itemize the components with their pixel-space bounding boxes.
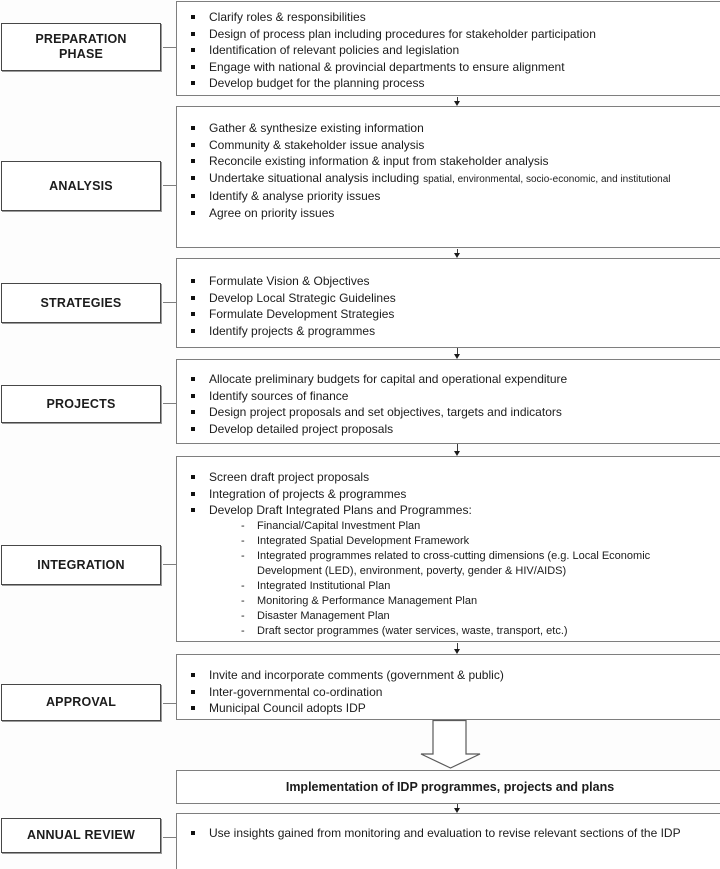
sub-list-item xyxy=(177,624,720,639)
sub-list-item xyxy=(177,609,720,624)
approval-content-box xyxy=(176,654,720,720)
sub-list-item xyxy=(177,594,720,609)
bullet-icon xyxy=(189,188,209,205)
sub-list-item xyxy=(177,519,720,534)
down-arrow-icon xyxy=(453,97,462,106)
bullet-icon xyxy=(189,42,209,59)
bullet-icon xyxy=(189,371,209,388)
list-item-text: Develop budget for the planning process xyxy=(209,76,425,90)
bullet-icon xyxy=(189,120,209,137)
down-arrow-icon xyxy=(453,444,462,456)
phase-box-strategies xyxy=(1,283,161,323)
list-item-text xyxy=(209,170,684,189)
phase-label-annual-review: ANNUAL REVIEW xyxy=(27,828,135,842)
projects-content-box xyxy=(176,359,720,444)
bullet-icon xyxy=(189,323,209,340)
connector-line xyxy=(163,47,176,48)
phase-box-preparation xyxy=(1,23,161,71)
list-item-text: Engage with national & provincial departments to ensure alignment xyxy=(209,59,565,74)
list-item xyxy=(177,273,720,290)
bullet-icon xyxy=(189,9,209,26)
list-item xyxy=(177,502,720,519)
strategies-content-box xyxy=(176,258,720,348)
list-item xyxy=(177,825,720,842)
down-arrow-icon xyxy=(453,249,462,258)
dash-icon xyxy=(239,519,257,534)
analysis-content-box xyxy=(176,106,720,248)
bullet-icon xyxy=(189,502,209,519)
dash-icon xyxy=(239,579,257,594)
list-item-text: Identify & analyse priority issues xyxy=(209,189,381,203)
list-item xyxy=(177,371,720,388)
dash-icon xyxy=(239,624,257,639)
list-item-text: Formulate Development Strategies xyxy=(209,307,395,321)
list-item xyxy=(177,667,720,684)
connector-line xyxy=(163,302,176,303)
phase-label-analysis: ANALYSIS xyxy=(49,178,113,193)
list-item-text: Develop Draft Integrated Plans and Programmes: xyxy=(209,503,472,517)
list-item-text: Design project proposals and set objectives, targets and indicators xyxy=(209,405,562,419)
sub-list-item-text: Integrated programmes related to cross-cutting dimensions (e.g. Local Economic Development (LED), environment, poverty, gender & HIV/AIDS) xyxy=(257,549,651,577)
list-item-text: Gather & synthesize existing information xyxy=(209,121,424,135)
implementation-box xyxy=(176,770,720,804)
list-item xyxy=(177,404,720,421)
sub-list-item-text: Draft sector programmes (water services, waste, transport, etc.) xyxy=(257,624,568,637)
dash-icon xyxy=(239,549,257,579)
list-item xyxy=(177,684,720,701)
phase-box-integration xyxy=(1,545,161,585)
connector-line xyxy=(163,564,176,565)
sub-list-item xyxy=(177,534,720,549)
bullet-icon xyxy=(189,26,209,43)
list-item xyxy=(177,137,720,154)
list-item-text-small: spatial, environmental, socio-economic, and institutional xyxy=(423,173,671,185)
list-item-text: Reconcile existing information & input from stakeholder analysis xyxy=(209,154,549,168)
list-item xyxy=(177,306,720,323)
dash-icon xyxy=(239,534,257,549)
down-arrow-icon xyxy=(453,804,462,813)
list-item xyxy=(177,59,720,76)
list-item xyxy=(177,170,720,189)
list-item xyxy=(177,205,720,222)
bullet-icon xyxy=(189,153,209,170)
connector-line xyxy=(163,837,176,838)
sub-list-item-text: Monitoring & Performance Management Plan xyxy=(257,594,478,607)
dash-icon xyxy=(239,609,257,624)
list-item xyxy=(177,469,720,486)
bullet-icon xyxy=(189,469,209,486)
list-item-text: Identification of relevant policies and legislation xyxy=(209,43,460,57)
list-item-text: Identify sources of finance xyxy=(209,388,349,403)
bullet-icon xyxy=(189,700,209,717)
list-item-text: Allocate preliminary budgets for capital and operational expenditure xyxy=(209,372,568,386)
list-item-text: Design of process plan including procedures for stakeholder participation xyxy=(209,26,596,41)
list-item-text: Screen draft project proposals xyxy=(209,470,370,484)
connector-line xyxy=(163,703,176,704)
list-item-text: Inter-governmental co-ordination xyxy=(209,684,383,699)
list-item-text: Community & stakeholder issue analysis xyxy=(209,137,425,152)
dash-icon xyxy=(239,594,257,609)
big-down-arrow-icon xyxy=(419,720,483,769)
list-item xyxy=(177,9,720,26)
list-item xyxy=(177,421,720,438)
sub-list-item-text: Disaster Management Plan xyxy=(257,609,390,622)
bullet-icon xyxy=(189,667,209,684)
bullet-icon xyxy=(189,404,209,421)
phase-box-annual-review xyxy=(1,818,161,853)
integration-content-box xyxy=(176,456,720,642)
bullet-icon xyxy=(189,170,209,189)
list-item xyxy=(177,120,720,137)
bullet-icon xyxy=(189,825,209,842)
list-item xyxy=(177,486,720,503)
phase-label-integration: INTEGRATION xyxy=(37,557,125,572)
phase-label-preparation: PREPARATION PHASE xyxy=(35,32,127,61)
bullet-icon xyxy=(189,388,209,405)
list-item-text: Use insights gained from monitoring and evaluation to revise relevant sections of the IDP xyxy=(209,826,681,840)
sub-list-item xyxy=(177,579,720,594)
list-item xyxy=(177,700,720,717)
list-item xyxy=(177,26,720,43)
down-arrow-icon xyxy=(453,348,462,359)
list-item xyxy=(177,153,720,170)
sub-list-item-text: Integrated Institutional Plan xyxy=(257,579,391,592)
phase-box-analysis xyxy=(1,161,161,211)
list-item-text: Develop detailed project proposals xyxy=(209,421,394,436)
phase-label-strategies: STRATEGIES xyxy=(40,295,122,310)
list-item-text: Invite and incorporate comments (government & public) xyxy=(209,668,504,682)
list-item xyxy=(177,75,720,92)
bullet-icon xyxy=(189,684,209,701)
connector-line xyxy=(163,185,176,186)
list-item-text: Integration of projects & programmes xyxy=(209,486,407,501)
list-item xyxy=(177,323,720,340)
connector-line xyxy=(163,403,176,404)
list-item-text: Clarify roles & responsibilities xyxy=(209,10,366,24)
bullet-icon xyxy=(189,421,209,438)
bullet-icon xyxy=(189,306,209,323)
preparation-content-box xyxy=(176,1,720,96)
implementation-text: Implementation of IDP programmes, projects and plans xyxy=(285,780,615,794)
bullet-icon xyxy=(189,75,209,92)
list-item-text: Develop Local Strategic Guidelines xyxy=(209,290,396,305)
bullet-icon xyxy=(189,137,209,154)
list-item-text-main: Undertake situational analysis including xyxy=(209,170,420,185)
list-item xyxy=(177,290,720,307)
down-arrow-icon xyxy=(453,643,462,654)
sub-list-item-text: Financial/Capital Investment Plan xyxy=(257,519,421,532)
phase-label-approval: APPROVAL xyxy=(45,695,117,709)
sub-list-item-text: Integrated Spatial Development Framework xyxy=(257,534,470,547)
bullet-icon xyxy=(189,486,209,503)
sub-list-item xyxy=(177,549,720,579)
list-item-text: Formulate Vision & Objectives xyxy=(209,274,370,288)
phase-box-approval xyxy=(1,684,161,721)
bullet-icon xyxy=(189,273,209,290)
phase-box-projects xyxy=(1,385,161,423)
list-item-text: Agree on priority issues xyxy=(209,205,335,220)
bullet-icon xyxy=(189,290,209,307)
list-item-text: Municipal Council adopts IDP xyxy=(209,701,366,715)
list-item xyxy=(177,188,720,205)
list-item xyxy=(177,388,720,405)
bullet-icon xyxy=(189,205,209,222)
bullet-icon xyxy=(189,59,209,76)
phase-label-projects: PROJECTS xyxy=(46,396,116,411)
list-item xyxy=(177,42,720,59)
annual-review-content-box xyxy=(176,813,720,869)
list-item-text: Identify projects & programmes xyxy=(209,323,376,338)
